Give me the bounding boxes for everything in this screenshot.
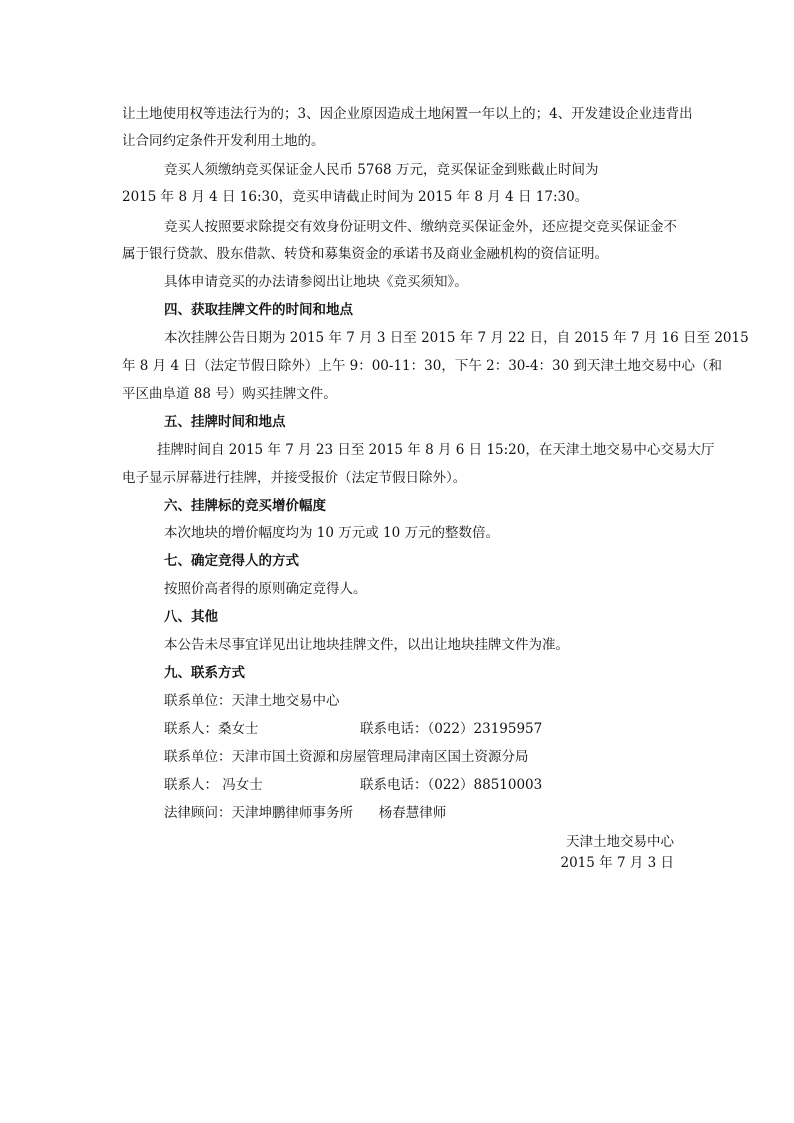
- paragraph-line: 按照价高者得的原则确定竞得人。: [164, 581, 367, 597]
- contact-person: 联系人：桑女士: [164, 721, 259, 737]
- paragraph-line: 本次地块的增价幅度均为 10 万元或 10 万元的整数倍。: [164, 525, 500, 541]
- paragraph-line: 挂牌时间自 2015 年 7 月 23 日至 2015 年 8 月 6 日 15:20，在天津土地交易中心交易大厅: [157, 442, 715, 458]
- paragraph-line: 2015 年 8 月 4 日 16:30，竞买申请截止时间为 2015 年 8 月 4 日 17:30。: [122, 189, 589, 205]
- paragraph-line: 竞买人须缴纳竞买保证金人民币 5768 万元，竞买保证金到账截止时间为: [164, 162, 599, 178]
- contact-phone: 联系电话：（022）23195957: [360, 721, 543, 737]
- contact-phone: 联系电话：（022）88510003: [360, 777, 543, 793]
- paragraph-line: 本次挂牌公告日期为 2015 年 7 月 3 日至 2015 年 7 月 22 日，自 2015 年 7 月 16 日至 2015: [164, 330, 749, 346]
- signature-date: 2015 年 7 月 3 日: [560, 855, 674, 871]
- section-heading: 四、获取挂牌文件的时间和地点: [164, 302, 353, 318]
- contact-row: [164, 775, 584, 795]
- legal-advisor: 法律顾问：天津坤鹏律师事务所 杨春慧律师: [164, 805, 447, 821]
- contact-unit: 联系单位：天津土地交易中心: [164, 693, 340, 709]
- paragraph-line: 让土地使用权等违法行为的；3、因企业原因造成土地闲置一年以上的；4、开发建设企业违背出: [122, 106, 693, 122]
- section-heading: 六、挂牌标的竞买增价幅度: [164, 498, 326, 514]
- contact-row: [164, 719, 584, 739]
- contact-unit: 联系单位：天津市国土资源和房屋管理局津南区国土资源分局: [164, 749, 529, 765]
- paragraph-line: 本公告未尽事宜详见出让地块挂牌文件，以出让地块挂牌文件为准。: [164, 637, 569, 653]
- paragraph-line: 具体申请竞买的办法请参阅出让地块《竞买须知》。: [164, 274, 468, 290]
- contact-person: 联系人： 冯女士: [164, 777, 263, 793]
- paragraph-line: 年 8 月 4 日（法定节假日除外）上午 9：00-11：30，下午 2：30-4：30 到天津土地交易中心（和: [122, 358, 722, 374]
- signature-org: 天津土地交易中心: [566, 834, 674, 850]
- section-heading: 七、确定竞得人的方式: [164, 553, 299, 569]
- paragraph-line: 竞买人按照要求除提交有效身份证明文件、缴纳竞买保证金外，还应提交竞买保证金不: [164, 219, 677, 235]
- paragraph-line: 电子显示屏幕进行挂牌，并接受报价（法定节假日除外）。: [122, 470, 467, 486]
- section-heading: 八、其他: [164, 609, 218, 625]
- paragraph-line: 属于银行贷款、股东借款、转贷和募集资金的承诺书及商业金融机构的资信证明。: [122, 246, 608, 262]
- paragraph-line: 平区曲阜道 88 号）购买挂牌文件。: [122, 386, 337, 402]
- paragraph-line: 让合同约定条件开发利用土地的。: [122, 133, 325, 149]
- section-heading: 五、挂牌时间和地点: [164, 414, 286, 430]
- section-heading: 九、联系方式: [164, 665, 245, 681]
